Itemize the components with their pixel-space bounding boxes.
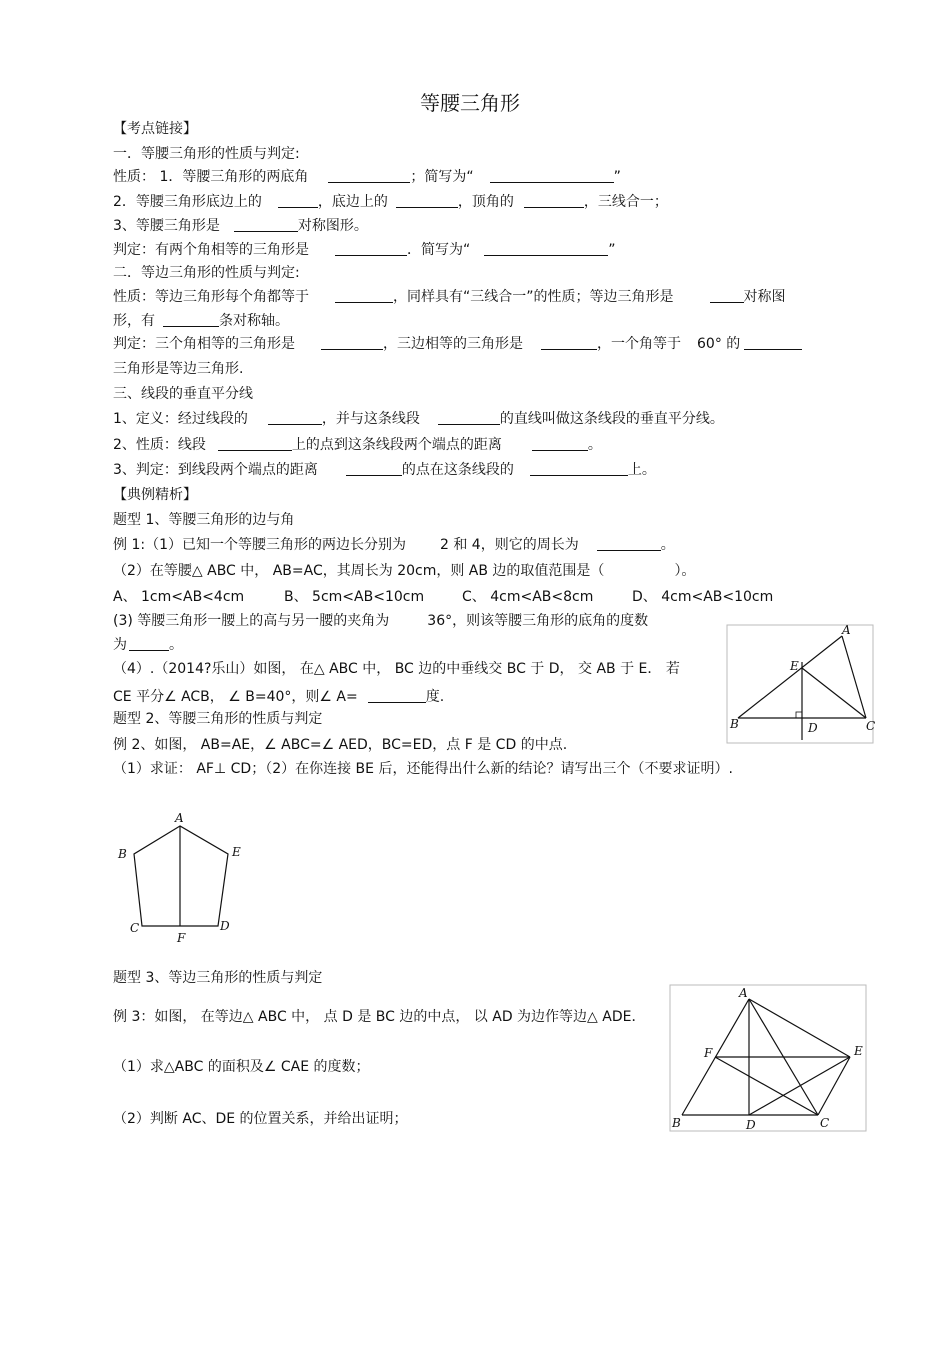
text: 判定：有两个角相等的三角形是: [113, 242, 309, 258]
figure-frame: [727, 625, 876, 743]
option-a[interactable]: A、 1cm<AB<4cm: [113, 589, 245, 605]
text: 36°，则该等腰三角形的底角的度数: [427, 613, 649, 629]
blank[interactable]: [278, 193, 318, 208]
s1-heading: 一．等腰三角形的性质与判定:: [113, 146, 300, 162]
text: 条对称轴。: [219, 313, 289, 329]
figure-equilateral-triangles: [668, 983, 868, 1133]
pentagon-outline: [134, 826, 228, 926]
label-c: C: [866, 719, 876, 733]
text: 判定：三个角相等的三角形是: [113, 336, 295, 352]
s3-definition: [113, 410, 724, 428]
blank[interactable]: [234, 217, 298, 232]
t2-question: （1）求证： AF⊥ CD；（2）在你连接 BE 后，还能得出什么新的结论？请写出三个（不要求证明）.: [113, 761, 733, 777]
text: 3、判定：到线段两个端点的距离: [113, 462, 318, 478]
t1-example-4: （4）.（2014?乐山）如图， 在△ ABC 中， BC 边的中垂线交 BC 于 D， 交 AB 于 E． 若: [113, 661, 680, 677]
text: 2 和 4，则它的周长为: [439, 537, 579, 553]
blank[interactable]: [335, 288, 393, 303]
label-f: F: [704, 1046, 713, 1060]
label-a: A: [175, 811, 184, 825]
option-d[interactable]: D、 4cm<AB<10cm: [632, 589, 774, 605]
text: ”: [608, 242, 616, 258]
blank[interactable]: [438, 410, 500, 425]
option-b[interactable]: B、 5cm<AB<10cm: [284, 589, 425, 605]
segment-ba: [738, 636, 842, 718]
text: ；简写为“: [410, 169, 474, 185]
s3-judge: [113, 461, 656, 479]
segment-ce: [802, 668, 866, 718]
label-a: A: [739, 986, 748, 1000]
blank[interactable]: [490, 168, 614, 183]
segment-de: [749, 1057, 850, 1115]
t1-example-2: [113, 562, 695, 580]
text: ，底边上的: [317, 194, 388, 210]
figure-frame: [670, 985, 866, 1131]
blank[interactable]: [368, 688, 426, 703]
text: ，三边相等的三角形是: [383, 336, 523, 352]
t1-example-1: [113, 536, 675, 554]
s2-property-1: [113, 288, 786, 306]
s2-judge-cont: 三角形是等边三角形.: [113, 361, 244, 377]
text: ”: [613, 169, 621, 185]
blank[interactable]: [328, 168, 410, 183]
t3-question-1: （1）求△ABC 的面积及∠ CAE 的度数；: [113, 1059, 370, 1075]
blank[interactable]: [129, 636, 169, 651]
t1-heading: 题型 1、等腰三角形的边与角: [113, 512, 295, 528]
s1-property-1: [113, 168, 621, 186]
option-c[interactable]: C、 4cm<AB<8cm: [462, 589, 594, 605]
text: 2．等腰三角形底边上的: [113, 194, 262, 210]
label-d: D: [808, 721, 818, 735]
s1-judge: [113, 241, 616, 259]
text: 对称图: [743, 289, 786, 305]
text: ，同样具有“三线合一”的性质；等边三角形是: [393, 289, 674, 305]
page-title: 等腰三角形: [420, 91, 520, 115]
text: 性质：等边三角形每个角都等于: [113, 289, 309, 305]
label-e: E: [854, 1044, 863, 1058]
text: CE 平分∠ ACB， ∠ B=40°，则∠ A=: [113, 689, 358, 705]
text: 的直线叫做这条线段的垂直平分线。: [499, 411, 724, 427]
text: 2、性质：线段: [113, 437, 206, 453]
figure-pentagon: [112, 808, 252, 948]
text: 度.: [425, 689, 445, 705]
text: 的点在这条线段的: [401, 462, 514, 478]
text: （2）在等腰△ ABC 中， AB=AC，其周长为 20cm，则 AB 边的取值范围是（: [113, 563, 605, 579]
text: ，并与这条线段: [321, 411, 420, 427]
text: 例 1:（1）已知一个等腰三角形的两边长分别为: [113, 537, 406, 553]
label-c: C: [130, 921, 140, 935]
blank[interactable]: [346, 461, 402, 476]
text: 为: [113, 637, 127, 653]
blank[interactable]: [524, 193, 584, 208]
t3-example: 例 3：如图， 在等边△ ABC 中， 点 D 是 BC 边的中点， 以 AD 为边作等边△ ADE．: [113, 1009, 646, 1025]
text: 。: [660, 537, 675, 553]
segment-ac: [842, 636, 866, 718]
text: 上的点到这条线段两个端点的距离: [291, 437, 502, 453]
text: ）。: [674, 563, 696, 579]
blank[interactable]: [541, 335, 597, 350]
blank[interactable]: [218, 436, 292, 451]
t3-heading: 题型 3、等边三角形的性质与判定: [113, 970, 323, 986]
s3-heading: 三、线段的垂直平分线: [113, 386, 253, 402]
t3-question-2: （2）判断 AC、DE 的位置关系，并给出证明；: [113, 1111, 408, 1127]
blank[interactable]: [484, 241, 608, 256]
label-b: B: [672, 1116, 681, 1130]
figure-triangle-perpendicular-bisector: [724, 622, 876, 746]
text: 。: [169, 637, 183, 653]
text: ．简写为“: [407, 242, 471, 258]
blank[interactable]: [335, 241, 407, 256]
text: 1、定义：经过线段的: [113, 411, 248, 427]
text: ，三线合一；: [583, 194, 668, 210]
label-b: B: [118, 847, 127, 861]
label-c: C: [820, 1116, 830, 1130]
t1-example-3-cont: [113, 636, 183, 654]
blank[interactable]: [396, 193, 458, 208]
segment-fc: [715, 1057, 818, 1115]
blank[interactable]: [532, 436, 588, 451]
blank[interactable]: [530, 461, 628, 476]
s2-heading: 二．等边三角形的性质与判定:: [113, 265, 300, 281]
section-dianli: 【典例精析】: [113, 487, 197, 503]
text: 。: [587, 437, 602, 453]
blank[interactable]: [321, 335, 383, 350]
t2-heading: 题型 2、等腰三角形的性质与判定: [113, 711, 323, 727]
segment-ae: [749, 999, 850, 1057]
text: 对称图形。: [297, 218, 368, 234]
label-b: B: [730, 717, 739, 731]
s3-property: [113, 436, 602, 454]
label-d: D: [220, 919, 230, 933]
s2-property-2: [113, 312, 289, 330]
text: 上。: [627, 462, 656, 478]
t1-example-3: [113, 612, 648, 630]
text: 形，有: [113, 313, 155, 329]
text: (3) 等腰三角形一腰上的高与另一腰的夹角为: [113, 613, 390, 629]
blank[interactable]: [163, 312, 219, 327]
label-e: E: [790, 659, 799, 673]
label-d: D: [746, 1118, 756, 1132]
text: ，顶角的: [457, 194, 514, 210]
blank[interactable]: [597, 536, 661, 551]
blank[interactable]: [744, 335, 802, 350]
blank[interactable]: [710, 288, 744, 303]
text: 性质： 1．等腰三角形的两底角: [113, 169, 309, 185]
right-angle-mark: [796, 712, 802, 718]
t1-example-4-cont: [113, 688, 444, 706]
label-a: A: [842, 623, 851, 637]
s1-property-2: [113, 193, 668, 211]
t2-example: 例 2、如图， AB=AE，∠ ABC=∠ AED，BC=ED，点 F 是 CD 的中点.: [113, 737, 568, 753]
section-kaodian: 【考点链接】: [113, 121, 197, 137]
label-f: F: [177, 931, 186, 945]
blank[interactable]: [268, 410, 322, 425]
s1-property-3: [113, 217, 368, 235]
text: 60° 的: [697, 336, 741, 352]
text: 3、等腰三角形是: [113, 218, 220, 234]
label-e: E: [232, 845, 241, 859]
s2-judge: [113, 335, 802, 353]
text: ，一个角等于: [597, 336, 681, 352]
